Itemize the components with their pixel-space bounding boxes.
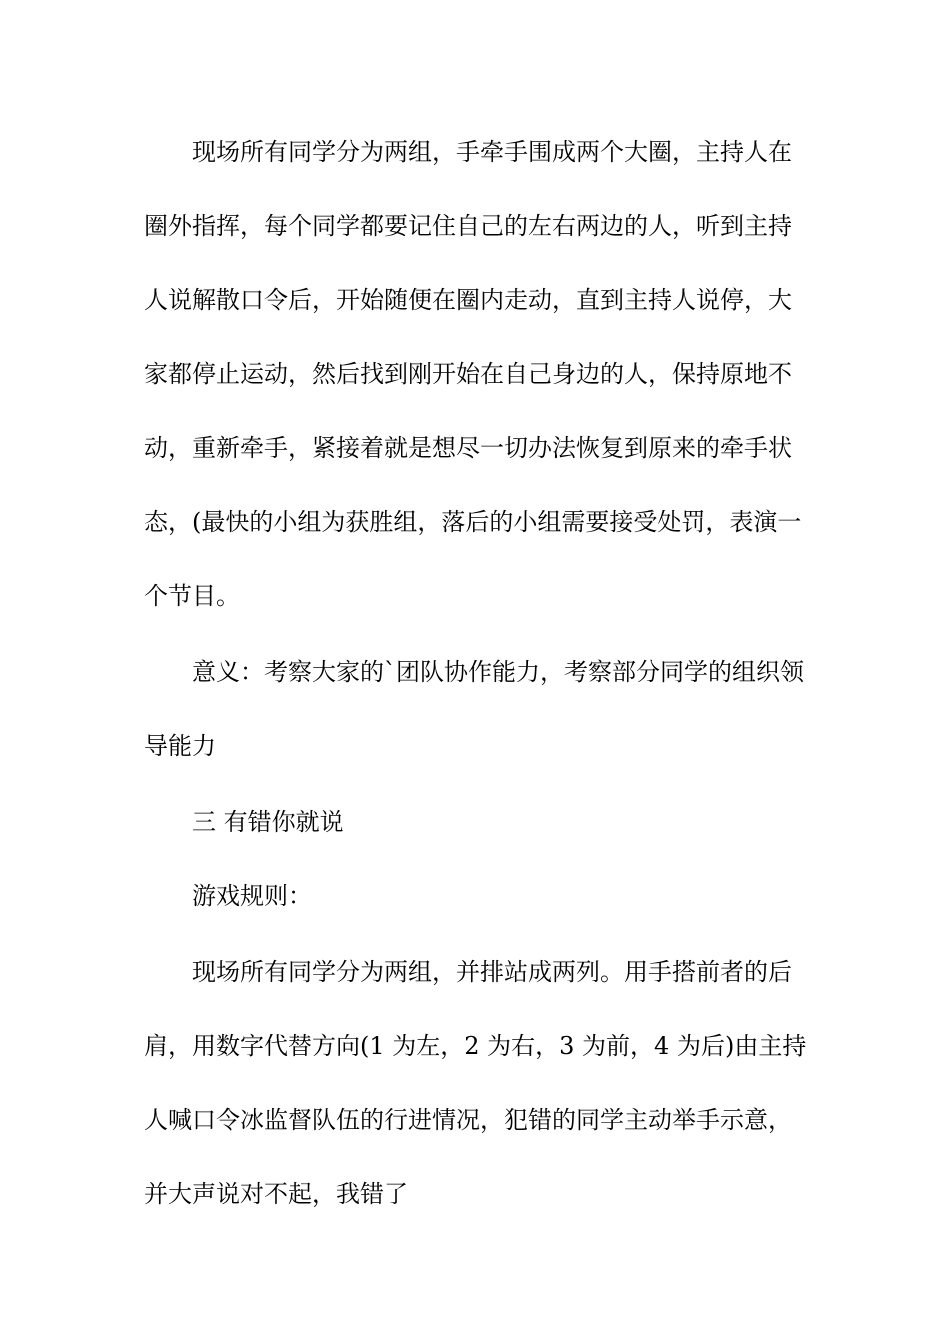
paragraph-1-line-7: 个节目。	[144, 582, 240, 610]
paragraph-1-line-1: 现场所有同学分为两组，手牵手围成两个大圈，主持人在	[192, 138, 792, 166]
rules-paragraph-line-3: 人喊口令冰监督队伍的行进情况，犯错的同学主动举手示意，	[144, 1106, 792, 1134]
rules-label: 游戏规则：	[192, 882, 312, 910]
meaning-line-1: 意义：考察大家的`团队协作能力，考察部分同学的组织领	[192, 658, 804, 686]
paragraph-1-line-4: 家都停止运动，然后找到刚开始在自己身边的人，保持原地不	[144, 360, 792, 388]
meaning-line-2: 导能力	[144, 732, 216, 760]
paragraph-1-line-2: 圈外指挥，每个同学都要记住自己的左右两边的人，听到主持	[144, 212, 792, 240]
paragraph-1-line-3: 人说解散口令后，开始随便在圈内走动，直到主持人说停，大	[144, 286, 792, 314]
section-heading: 三 有错你就说	[192, 808, 344, 836]
rules-paragraph-line-2: 肩，用数字代替方向(1 为左，2 为右，3 为前，4 为后)由主持	[144, 1032, 807, 1060]
paragraph-1-line-6: 态，(最快的小组为获胜组，落后的小组需要接受处罚，表演一	[144, 508, 802, 536]
rules-paragraph-line-1: 现场所有同学分为两组，并排站成两列。用手搭前者的后	[192, 958, 792, 986]
rules-paragraph-line-4: 并大声说对不起，我错了	[144, 1180, 408, 1208]
paragraph-1-line-5: 动，重新牵手，紧接着就是想尽一切办法恢复到原来的牵手状	[144, 434, 792, 462]
